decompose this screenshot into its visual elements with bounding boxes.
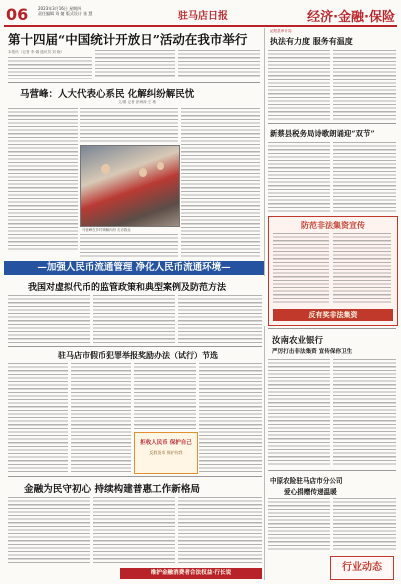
lead-col-3 [178,50,260,79]
page-number: 06 [6,5,29,24]
article3-col-1 [8,363,68,473]
article2-headline: 我国对虚拟代币的监管政策和典型案例及防范方法 [28,283,227,293]
divider [268,123,396,124]
right-top-col-2 [333,50,396,120]
paper-name: 驻马店日报 [178,11,228,22]
issue-date: 2023年3月16日 星期四 [38,6,82,11]
feature-photo [80,145,180,227]
feature-col-1 [8,108,78,251]
right-top-col-1 [268,50,330,120]
bottom-headline: 金融为民守初心 持续构建普惠工作新格局 [24,484,201,495]
ad2-line1: 拒收人民币 保护自己 [140,440,192,446]
ad2-line2: 反假货币 保护你我 [149,450,183,455]
right-top-kicker: 泌阳县审计局 [270,29,292,33]
bottom-col-2 [93,497,175,565]
divider [8,82,260,83]
divider [268,470,396,471]
article2-col-3 [178,295,262,343]
ad-title: 防范非法集资宣传 [301,220,365,230]
divider [8,476,262,477]
right-mid-headline: 新蔡县税务局诗歌朗诵迎“双节” [270,129,375,138]
ad-counterfeit [134,432,198,474]
divider [268,328,396,329]
lead-col-2 [95,50,175,79]
bottom-col-3 [178,497,262,565]
article2-col-2 [93,295,175,343]
photo-caption: 马营峰在乡村调解纠纷 走访群众 [82,228,131,232]
divider [8,346,262,347]
industry-news-card: 行业动态 [330,556,394,580]
article3-col-2 [71,363,131,473]
column-separator [264,28,265,276]
ad-col-2 [333,233,391,305]
footer-banner: 维护金融消费者合法权益·行长说 [120,568,262,579]
editor-credits: 责任编辑 刘 婕 版式设计 张 慧 [38,11,93,16]
lead-headline: 第十四届“中国统计开放日”活动在我市举行 [8,32,248,47]
campaign-banner: —加强人民币流通管理 净化人民币流通环境— [4,261,264,275]
feature-headline: 马营峰：人大代表心系民 化解纠纷解民忧 [20,89,195,100]
article3-headline: 驻马店市假币犯罪举报奖励办法（试行）节选 [58,350,218,360]
ad-band: 反有奖非法集资 [273,309,393,321]
issue-meta [38,6,92,16]
lead-col-1 [8,57,92,79]
feature-col-2b [80,234,178,258]
article2-col-1 [8,295,90,343]
feature-col-3 [181,108,260,258]
right-bottom1-headline2: 严厉打击非法集资 宣传保你卫生 [272,349,353,355]
right-mid-col-2 [333,142,396,212]
right-bottom2-col-2 [333,498,396,550]
right-bottom1-col-2 [333,359,396,467]
right-bottom2-headline1: 中原农险驻马店市分公司 [270,477,343,485]
right-bottom2-col-1 [268,498,330,550]
feature-col-2 [80,108,178,142]
right-bottom2-headline2: 爱心捐赠传递温暖 [284,488,337,496]
right-bottom1-headline1: 汝南农业银行 [272,336,324,346]
masthead [4,3,397,27]
ad-col-1 [273,233,329,305]
article3-col-3 [134,363,196,429]
feature-byline: 文/图 记者 彭海涛 王 敏 [118,100,157,104]
ad-illegal-fundraising [268,216,398,326]
right-top-headline: 执法有力度 服务有温度 [270,36,353,46]
lead-byline: 本报讯（记者 李 娜 通讯员 刘 晓） [8,50,65,54]
bottom-col-1 [8,497,90,565]
article3-col-4 [199,363,262,473]
right-mid-col-1 [268,142,330,212]
column-separator [264,326,265,580]
section-title: 经济·金融·保险 [307,10,395,25]
right-bottom1-col-1 [268,359,330,467]
